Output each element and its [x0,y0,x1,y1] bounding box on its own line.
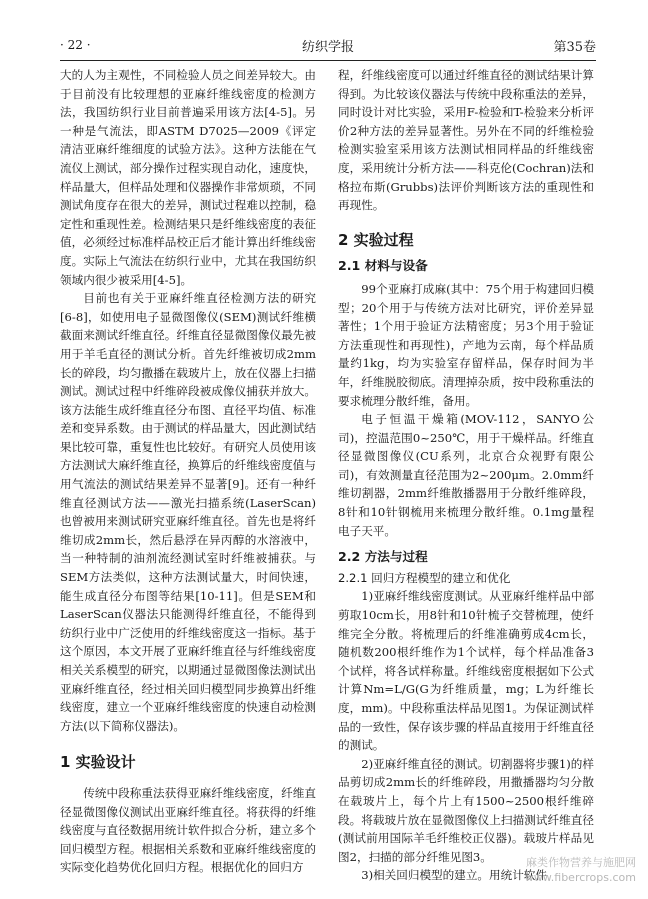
subsubsection-heading: 2.2.1 回归方程模型的建立和优化 [338,570,511,585]
section-heading: 1 实验设计 [60,753,136,772]
watermark-url: www.fibercrops.com [524,871,636,884]
subsection-heading: 2.2 方法与过程 [338,549,428,565]
watermark [506,855,636,885]
right-column [338,66,594,885]
paragraph: 2)亚麻纤维直径的测试。切割器将步骤1)的样品剪切成2mm长的纤维碎段，用撒播器均匀分散在载玻片上，每个片上有1500~2500根纤维碎段。将载玻片放在显微图像仪上扫描测试纤维直径(测试前用国际羊毛纤维校正仪器)。载玻片样品见图2，扫描的部分纤维见图3。 [338,756,594,864]
paragraph: 3)相关回归模型的建立。用统计软件 [361,868,547,883]
paragraph: 程，纤维线密度可以通过纤维直径的测试结果计算得到。为比较该仪器法与传统中段称重法的差异，同时设计对比实验，采用F-检验和T-检验来分析评价2种方法的差异显著性。另外在不同的纤维检验检测实验室采用该方法测试相同样品的纤维线密度，采用统计分析方法——科克伦(Cochran)法和格拉布斯(Grubbs)法评价判断该方法的重现性和再现性。 [338,68,594,213]
page-header [60,36,596,56]
paragraph: 电子恒温干燥箱(MOV-112，SANYO公司)，控温范围0~250℃，用于干燥样品。纤维直径显微图像仪(CU系列，北京合众视野有限公司)，有效测量直径范围为2~200μm。2.0mm纤维切割器，2mm纤维散播器用于分散纤维碎段，8针和10针钢梳用来梳理分散纤维。0.1mg量程电子天平。 [338,412,594,538]
paragraph: 大的人为主观性，不同检验人员之间差异较大。由于目前没有比较理想的亚麻纤维线密度的检测方法，我国纺织行业目前普遍采用该方法[4-5]。另一种是气流法，即ASTM D7025—2009《评定清洁亚麻纤维细度的试验方法》。这种方法能在气流仪上测试，部分操作过程实现自动化，速度快，样品量大，但样品处理和仪器操作非常烦琐，不同测试角度存在很大的差异，测试过程难以控制，稳定性和重现性差。检测结果只是纤维线密度的表征值，必须经过标准样品校正后才能计算出纤维线密度。实际上气流法在纺织行业中，尤其在我国纺织领域内很少被采用[4-5]。 [60,68,316,287]
header-rule [60,60,596,61]
paragraph: 99个亚麻打成麻(其中：75个用于构建回归模型；20个用于与传统方法对比研究，评价差异显著性；1个用于验证方法精密度；另3个用于验证方法重现性和再现性)，产地为云南，每个样品质量约1kg，均为实验室存留样品，保存时间为半年，纤维脱胶彻底。清理掉杂质，按中段称重法的要求梳理分散纤维，备用。 [338,281,594,408]
section-heading: 2 实验过程 [338,230,414,249]
subsection-heading: 2.1 材料与设备 [338,258,428,274]
paragraph: 传统中段称重法获得亚麻纤维线密度，纤维直径显微图像仪测试出亚麻纤维直径。将获得的纤维线密度与直径数据用统计软件拟合分析，建立多个回归模型方程。根据相关系数和亚麻纤维线密度的实际变化趋势优化回归方程。根据优化的回归方 [60,785,316,875]
paragraph: 目前也有关于亚麻纤维直径检测方法的研究[6-8]，如使用电子显微图像仪(SEM)测试纤维横截面来测试纤维直径。纤维直径显微图像仪最先被用于羊毛直径的测试分析。首先纤维被切成2mm长的碎段，均匀撒播在载玻片上，放在仪器上扫描测试。测试过程中纤维碎段被成像仪捕获并放大。该方法能生成纤维直径分布图、直径平均值、标准差和变异系数。由于测试的样品量大，因此测试结果比较可靠，重复性也比较好。有研究人员使用该方法测试大麻纤维直径，换算后的纤维线密度值与用气流法的测试结果差异不显著[9]。还有一种纤维直径测试方法——激光扫描系统(LaserScan)也曾被用来测试研究亚麻纤维直径。首先也是将纤维切成2mm长，然后悬浮在异丙醇的水溶液中，当一种特制的油剂流经测试室时纤维被捕获。与SEM方法类似，这种方法测试量大，时间快速，能生成直径分布图等结果[10-11]。但是SEM和LaserScan仪器法只能测得纤维直径，不能得到纺织行业中广泛使用的纤维线密度这一指标。基于这个原因，本文开展了亚麻纤维直径与纤维线密度相关关系模型的研究，以期通过显微图像法测试出亚麻纤维直径，经过相关回归模型同步换算出纤维线密度，建立一个亚麻纤维线密度的快速自动检测方法(以下简称仪器法)。 [60,291,316,733]
page-number: · 22 · [60,38,91,52]
journal-title: 纺织学报 [301,40,354,55]
watermark-title: 麻类作物营养与施肥网 [526,856,636,869]
left-column [60,66,316,877]
volume-label: 第35卷 [553,40,596,55]
paragraph: 1)亚麻纤维线密度测试。从亚麻纤维样品中部剪取10cm长，用8针和10针梳子交替梳理，使纤维完全分散。将梳理后的纤维准确剪成4cm长，随机数200根纤维作为1个试样，每个样品准备3个试样，将各试样称量。纤维线密度根据如下公式计算Nm=L/G(G为纤维质量，mg；L为纤维长度，mm)。中段称重法样品见图1。为保证测试样品的一致性，保存该步骤的样品直接用于纤维直径的测试。 [338,589,594,753]
